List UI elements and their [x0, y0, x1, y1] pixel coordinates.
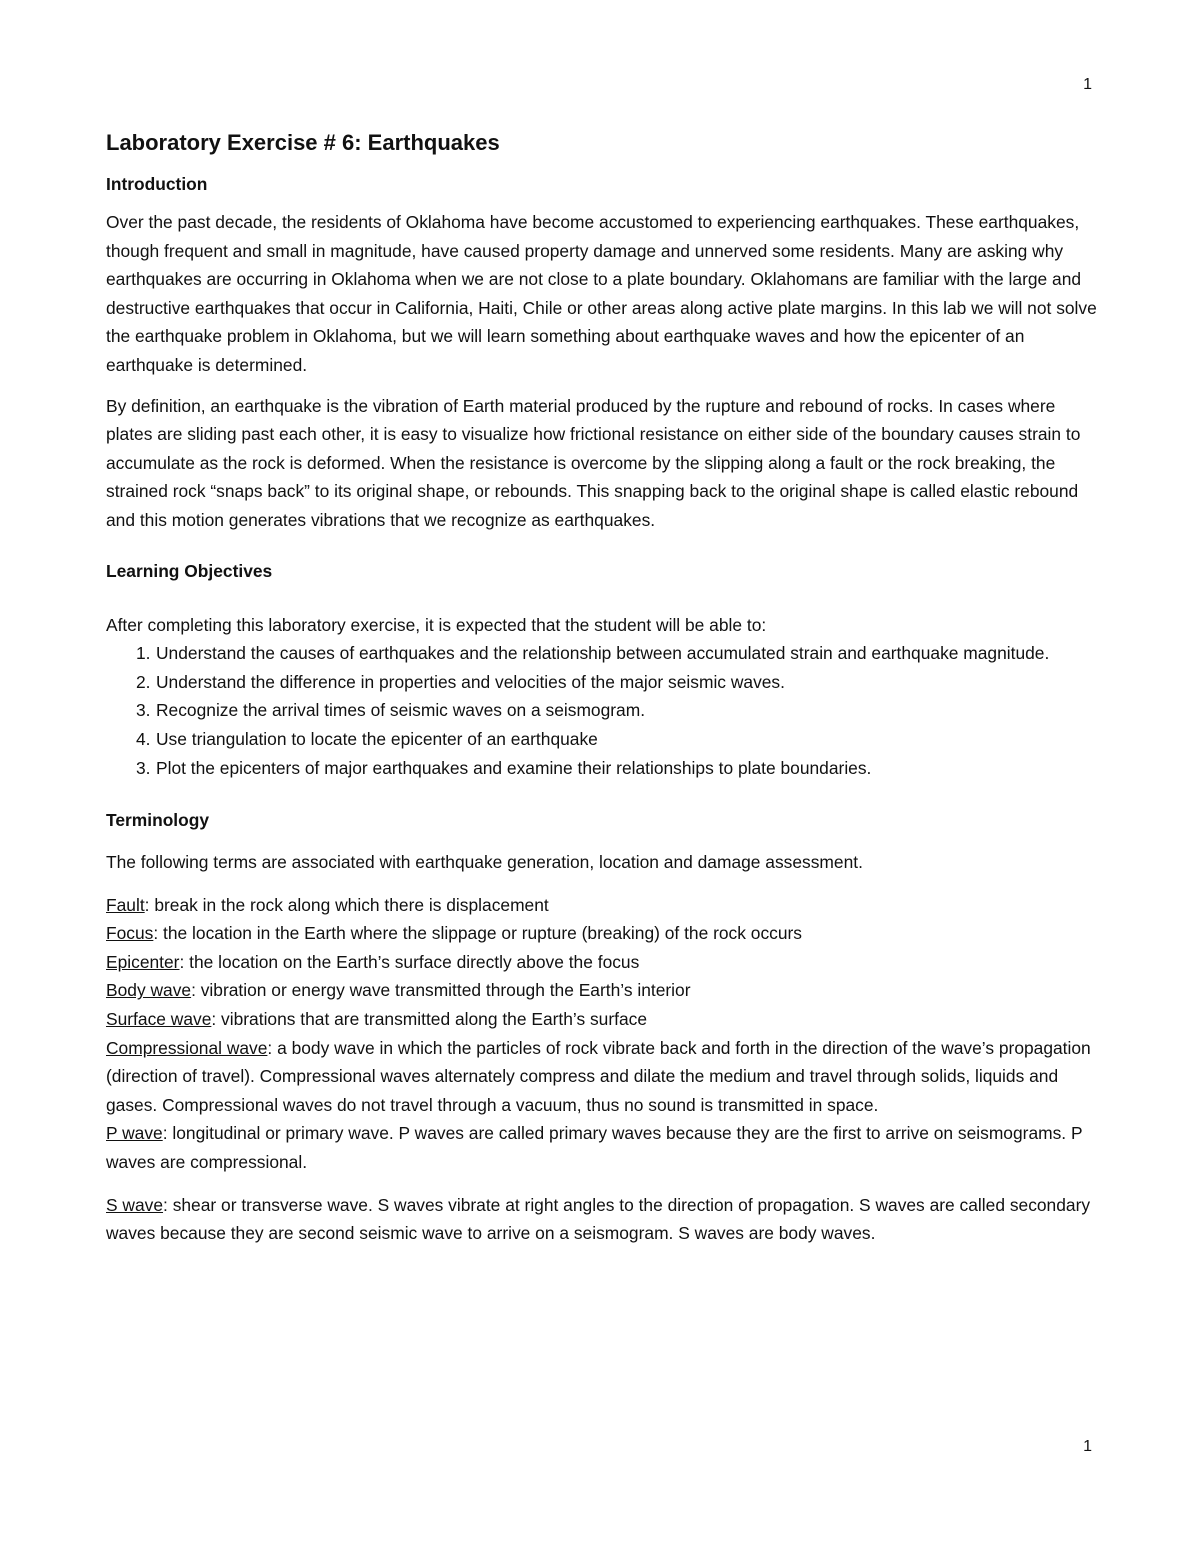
term-entry	[106, 1119, 1098, 1176]
objective-item	[134, 639, 1098, 668]
term-definition: : vibration or energy wave transmitted through the Earth’s interior	[191, 980, 691, 1001]
term-name: Compressional wave	[106, 1037, 268, 1058]
term-name: Fault	[106, 894, 145, 915]
objective-text: Plot the epicenters of major earthquakes and examine their relationships to plate boundaries.	[156, 757, 872, 778]
term-entry	[106, 1005, 1098, 1034]
objective-item	[134, 696, 1098, 725]
document-title: Laboratory Exercise # 6: Earthquakes	[106, 130, 500, 155]
introduction-paragraph-2: By definition, an earthquake is the vibration of Earth material produced by the rupture and rebound of rocks. In cases where plates are sliding past each other, it is easy to visualize how frictional resistance on either side of the boundary causes strain to accumulate as the rock is deformed. When the resistance is overcome by the slipping along a fault or the rock breaking, the strained rock “snaps back” to its original shape, or rebounds. This snapping back to the original shape is called elastic rebound and this motion generates vibrations that we recognize as earthquakes.	[106, 395, 1081, 530]
term-entry	[106, 976, 1098, 1005]
term-name: Focus	[106, 923, 154, 944]
term-definition: : vibrations that are transmitted along the Earth’s surface	[211, 1009, 648, 1030]
page-number-bottom: 1	[1083, 1438, 1092, 1455]
term-entry	[106, 919, 1098, 948]
terminology-list	[106, 891, 1098, 1248]
objective-item	[134, 754, 1098, 783]
objective-item	[134, 725, 1098, 754]
term-entry	[106, 948, 1098, 977]
term-entry	[106, 891, 1098, 920]
term-name: Epicenter	[106, 951, 180, 972]
objective-item	[134, 668, 1098, 697]
objective-number: 2.	[136, 671, 151, 692]
objectives-heading: Learning Objectives	[106, 560, 273, 581]
objectives-intro: After completing this laboratory exercise, it is expected that the student will be able to:	[106, 614, 767, 635]
objective-number: 3.	[136, 757, 151, 778]
term-entry	[106, 1034, 1098, 1120]
term-definition: : break in the rock along which there is displacement	[144, 894, 549, 915]
term-definition: : the location in the Earth where the slippage or rupture (breaking) of the rock occurs	[153, 923, 802, 944]
introduction-paragraph-1: Over the past decade, the residents of Oklahoma have become accustomed to experiencing earthquakes. These earthquakes, though frequent and small in magnitude, have caused property damage and unnerved some residents. Many are asking why earthquakes are occurring in Oklahoma when we are not close to a plate boundary. Oklahomans are familiar with the large and destructive earthquakes that occur in California, Haiti, Chile or other areas along active plate margins. In this lab we will not solve the earthquake problem in Oklahoma, but we will learn something about earthquake waves and how the epicenter of an earthquake is determined.	[106, 212, 1097, 375]
term-name: Body wave	[106, 980, 192, 1001]
objectives-list	[106, 639, 1098, 782]
introduction-heading: Introduction	[106, 174, 208, 194]
term-name: Surface wave	[106, 1009, 212, 1030]
term-definition: : the location on the Earth’s surface directly above the focus	[179, 951, 640, 972]
objective-text: Understand the difference in properties and velocities of the major seismic waves.	[156, 671, 785, 692]
objective-number: 3.	[136, 700, 151, 721]
objective-number: 4.	[136, 728, 151, 749]
terminology-heading: Terminology	[106, 810, 210, 831]
page-number-top: 1	[1083, 76, 1092, 93]
terminology-intro: The following terms are associated with earthquake generation, location and damage assessment.	[106, 852, 863, 873]
objective-number: 1.	[136, 643, 151, 664]
term-definition: : shear or transverse wave. S waves vibrate at right angles to the direction of propagation. S waves are called secondary waves because they are second seismic wave to arrive on a seismogram. S waves are body waves.	[106, 1194, 1091, 1244]
term-name: P wave	[106, 1123, 163, 1144]
objective-text: Recognize the arrival times of seismic waves on a seismogram.	[156, 700, 646, 721]
term-definition: : a body wave in which the particles of rock vibrate back and forth in the direction of the wave’s propagation (direction of travel). Compressional waves alternately compress and dilate the medium and travel through solids, liquids and gases. Compressional waves do not travel through a vacuum, thus no sound is transmitted in space.	[106, 1037, 1091, 1115]
term-entry	[106, 1191, 1098, 1248]
objective-text: Use triangulation to locate the epicenter of an earthquake	[156, 728, 598, 749]
term-definition: : longitudinal or primary wave. P waves are called primary waves because they are the first to arrive on seismograms. P waves are compressional.	[106, 1123, 1083, 1173]
document-body	[106, 128, 1098, 1248]
term-name: S wave	[106, 1194, 164, 1215]
objective-text: Understand the causes of earthquakes and the relationship between accumulated strain and earthquake magnitude.	[156, 643, 1050, 664]
